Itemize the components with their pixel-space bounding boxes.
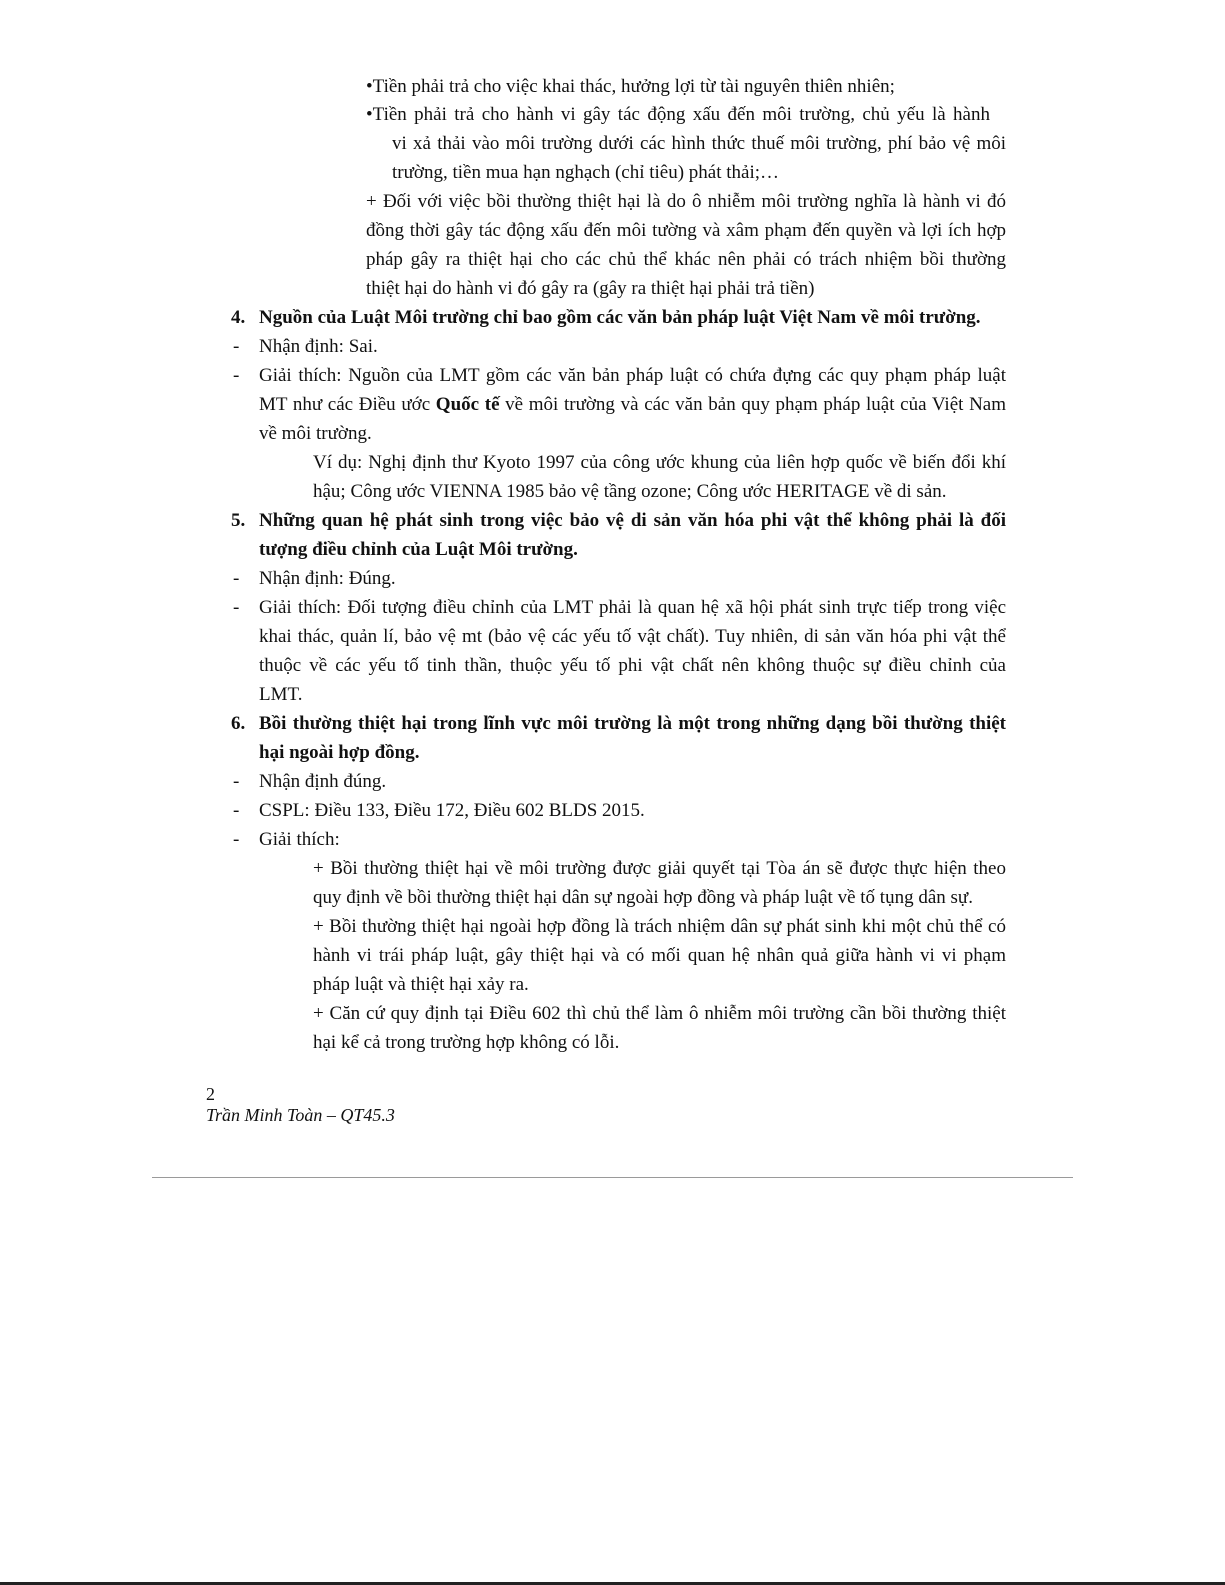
explanation-point: + Bồi thường thiệt hại ngoài hợp đồng là trách nhiệm dân sự phát sinh khi một chủ thể có xyxy=(313,916,1006,937)
page-number: 2 xyxy=(206,1084,215,1104)
verdict: Nhận định đúng. xyxy=(259,771,387,792)
question-title: hại ngoài hợp đồng. xyxy=(259,742,420,763)
explanation-label: Giải thích: xyxy=(259,829,340,850)
explanation: Giải thích: Nguồn của LMT gồm các văn bản pháp luật có chứa đựng các quy phạm pháp luật xyxy=(259,365,1006,386)
example: Ví dụ: Nghị định thư Kyoto 1997 của công ước khung của liên hợp quốc về biến đổi khí xyxy=(313,452,1006,473)
explanation: MT như các Điều ước Quốc tế về môi trường và các văn bản quy phạm pháp luật của Việt Nam xyxy=(259,394,1006,415)
question-number: 5. xyxy=(231,510,246,531)
explanation-point: quy định về bồi thường thiệt hại dân sự ngoài hợp đồng và pháp luật về tố tụng dân sự. xyxy=(313,887,973,908)
page-divider xyxy=(152,1177,1073,1178)
explanation-point: hại kể cả trong trường hợp không có lỗi. xyxy=(313,1032,620,1053)
paragraph-compensation: + Đối với việc bồi thường thiệt hại là do ô nhiễm môi trường nghĩa là hành vi đó xyxy=(366,191,1006,212)
question-title: tượng điều chỉnh của Luật Môi trường. xyxy=(259,539,578,560)
explanation: về môi trường. xyxy=(259,423,372,444)
list-dash: - xyxy=(233,365,240,386)
footer-author: Trần Minh Toàn – QT45.3 xyxy=(206,1105,395,1125)
explanation: thuộc về các yếu tố tinh thần, thuộc yếu tố phi vật chất nên không thuộc sự điều chỉnh của xyxy=(259,655,1006,676)
bullet-pollution-payment: •Tiền phải trả cho hành vi gây tác động xấu đến môi trường, chủ yếu là hành xyxy=(366,104,990,125)
paragraph-compensation: đồng thời gây tác động xấu đến môi tường và xâm phạm đến quyền và lợi ích hợp xyxy=(366,220,1006,241)
bullet-pollution-payment-cont: vi xả thải vào môi trường dưới các hình thức thuế môi trường, phí bảo vệ môi xyxy=(392,133,1006,154)
explanation-point: + Căn cứ quy định tại Điều 602 thì chủ thể làm ô nhiễm môi trường cần bồi thường thiệt xyxy=(313,1003,1006,1024)
list-dash: - xyxy=(233,829,240,850)
bullet-resource-payment: •Tiền phải trả cho việc khai thác, hưởng lợi từ tài nguyên thiên nhiên; xyxy=(366,76,895,97)
list-dash: - xyxy=(233,597,240,618)
paragraph-compensation: pháp gây ra thiệt hại cho các chủ thể khác nên phải có trách nhiệm bồi thường xyxy=(366,249,1006,270)
explanation: LMT. xyxy=(259,684,303,705)
verdict: Nhận định: Đúng. xyxy=(259,568,396,589)
explanation: khai thác, quản lí, bảo vệ mt (bảo vệ các yếu tố vật chất). Tuy nhiên, di sản văn hóa phi vật thể xyxy=(259,626,1006,647)
explanation-point: pháp luật và thiệt hại xảy ra. xyxy=(313,974,529,995)
bullet-pollution-payment-cont: trường, tiền mua hạn nghạch (chỉ tiêu) phát thải;… xyxy=(392,162,780,183)
list-dash: - xyxy=(233,771,240,792)
explanation-point: hành vi trái pháp luật, gây thiệt hại và có mối quan hệ nhân quả giữa hành vi vi phạm xyxy=(313,945,1006,966)
paragraph-compensation: thiệt hại do hành vi đó gây ra (gây ra thiệt hại phải trả tiền) xyxy=(366,278,815,299)
list-dash: - xyxy=(233,568,240,589)
list-dash: - xyxy=(233,800,240,821)
list-dash: - xyxy=(233,336,240,357)
question-number: 4. xyxy=(231,307,246,328)
question-number: 6. xyxy=(231,713,246,734)
legal-basis: CSPL: Điều 133, Điều 172, Điều 602 BLDS 2015. xyxy=(259,800,645,821)
example: hậu; Công ước VIENNA 1985 bảo vệ tầng ozone; Công ước HERITAGE về di sản. xyxy=(313,481,947,502)
question-title: Bồi thường thiệt hại trong lĩnh vực môi trường là một trong những dạng bồi thường thiệt xyxy=(259,713,1006,734)
question-title: Nguồn của Luật Môi trường chỉ bao gồm các văn bản pháp luật Việt Nam về môi trường. xyxy=(259,307,981,328)
question-title: Những quan hệ phát sinh trong việc bảo vệ di sản văn hóa phi vật thể không phải là đối xyxy=(259,510,1006,531)
explanation: Giải thích: Đối tượng điều chỉnh của LMT phải là quan hệ xã hội phát sinh trực tiếp trong việc xyxy=(259,597,1006,618)
explanation-point: + Bồi thường thiệt hại về môi trường được giải quyết tại Tòa án sẽ được thực hiện theo xyxy=(313,858,1006,879)
verdict: Nhận định: Sai. xyxy=(259,336,378,357)
